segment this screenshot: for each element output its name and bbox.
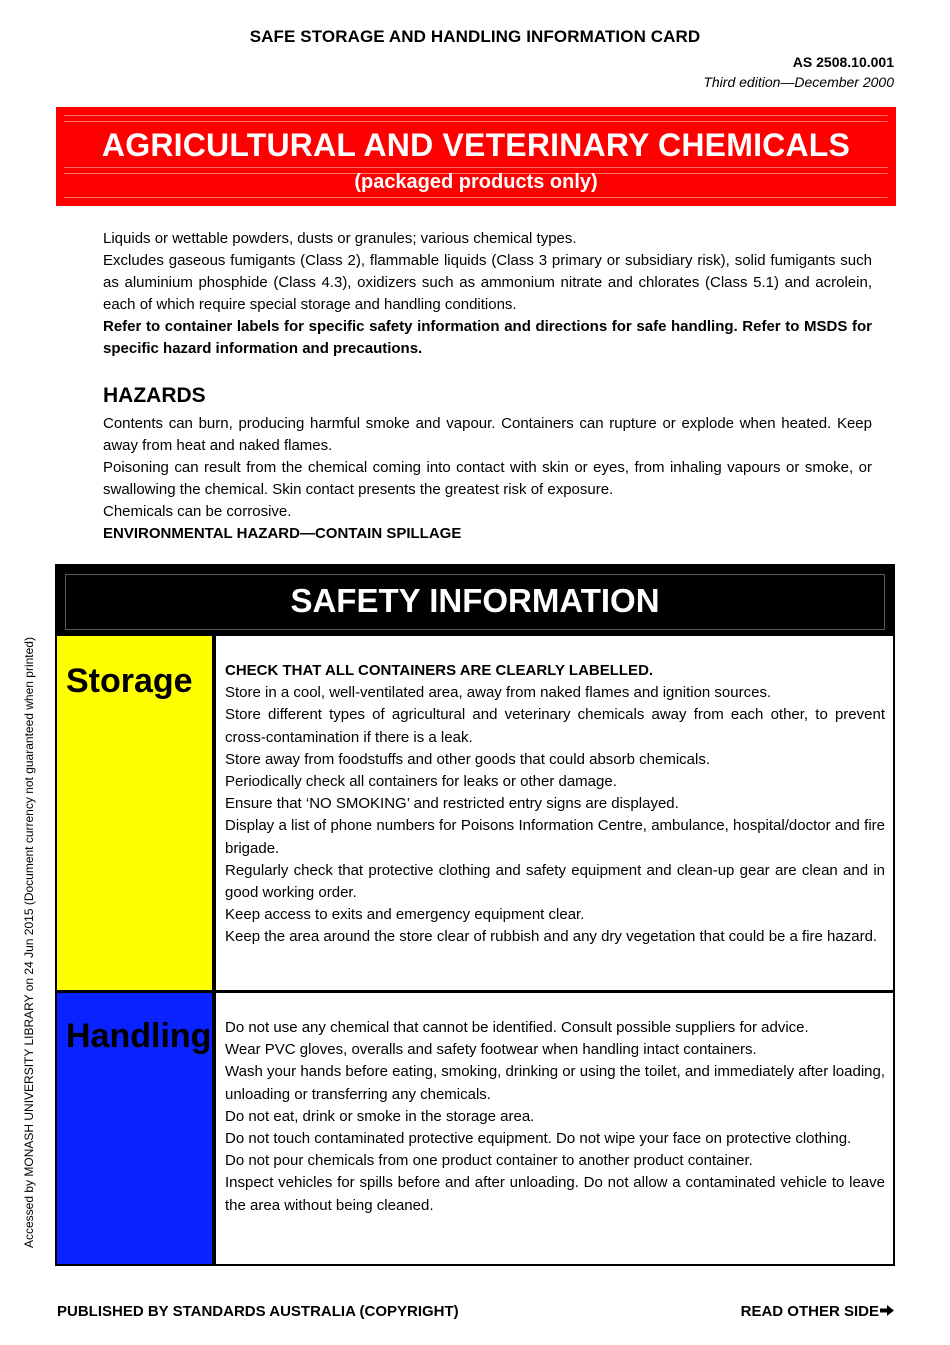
hazard-paragraph: Chemicals can be corrosive.	[103, 503, 292, 520]
handling-item: Inspect vehicles for spills before and after unloading. Do not allow a contaminated vehicle to leave the area without being cleaned.	[225, 1174, 885, 1214]
handling-label-cell	[57, 993, 215, 1264]
handling-label: Handling	[66, 1017, 212, 1055]
handling-item: Wash your hands before eating, smoking, drinking or using the toilet, and immediately after loading, unloading or transferring any chemicals.	[225, 1063, 885, 1103]
handling-item: Do not touch contaminated protective equipment. Do not wipe your face on protective clothing.	[225, 1130, 852, 1148]
storage-item: Keep access to exits and emergency equipment clear.	[225, 906, 585, 924]
hazards-heading: HAZARDS	[103, 384, 206, 407]
handling-item: Wear PVC gloves, overalls and safety footwear when handling intact containers.	[225, 1041, 757, 1059]
handling-content	[215, 993, 893, 1264]
intro-section	[103, 228, 872, 360]
storage-content	[215, 636, 893, 990]
hazard-paragraph: Poisoning can result from the chemical coming into contact with skin or eyes, from inhaling vapours or smoke, or swallowing the chemical. Skin contact presents the greatest risk of exposure.	[103, 459, 872, 498]
storage-item: Display a list of phone numbers for Poisons Information Centre, ambulance, hospital/doctor and fire brigade.	[225, 817, 885, 857]
safety-heading: SAFETY INFORMATION	[290, 582, 660, 619]
storage-item: Ensure that ‘NO SMOKING’ and restricted entry signs are displayed.	[225, 795, 679, 813]
banner-title: AGRICULTURAL AND VETERINARY CHEMICALS	[101, 127, 851, 163]
intro-paragraph: Liquids or wettable powders, dusts or granules; various chemical types.	[103, 230, 577, 247]
access-watermark: Accessed by MONASH UNIVERSITY LIBRARY on 24 Jun 2015 (Document currency not guaranteed when printed)	[22, 637, 36, 1248]
handling-row	[57, 993, 893, 1264]
storage-item: Regularly check that protective clothing and safety equipment and clean-up gear are clean and in good working order.	[225, 861, 885, 902]
read-other-side	[741, 1303, 894, 1320]
arrow-right-icon	[880, 1303, 894, 1320]
hazard-paragraph: Contents can burn, producing harmful smoke and vapour. Containers can rupture or explode when heated. Keep away from heat and naked flames.	[103, 415, 872, 454]
hazards-section	[103, 413, 872, 545]
banner-subtitle: (packaged products only)	[354, 171, 598, 193]
intro-paragraph: Excludes gaseous fumigants (Class 2), flammable liquids (Class 3 primary or subsidiary risk), solid fumigants such as aluminium phosphide (Class 4.3), oxidizers such as ammonium nitrate and chlorates (Class 5.1) and acrolein, each of which require special storage and handling conditions.	[103, 252, 872, 313]
handling-item: Do not use any chemical that cannot be identified. Consult possible suppliers for advice.	[225, 1019, 809, 1036]
intro-bold-note: Refer to container labels for specific safety information and directions for safe handling. Refer to MSDS for specific hazard information and precautions.	[103, 318, 872, 357]
safety-header	[57, 566, 893, 636]
storage-heading: CHECK THAT ALL CONTAINERS ARE CLEARLY LABELLED.	[225, 662, 654, 679]
storage-row	[57, 636, 893, 993]
publisher-footer: PUBLISHED BY STANDARDS AUSTRALIA (COPYRIGHT)	[57, 1303, 459, 1320]
safety-information-box	[55, 564, 895, 1266]
storage-item: Store away from foodstuffs and other goods that could absorb chemicals.	[225, 750, 710, 768]
environmental-warning: ENVIRONMENTAL HAZARD—CONTAIN SPILLAGE	[103, 525, 462, 542]
read-other-side-label: READ OTHER SIDE	[740, 1303, 879, 1320]
category-banner	[56, 107, 896, 206]
storage-label: Storage	[66, 662, 193, 700]
storage-item: Keep the area around the store clear of rubbish and any dry vegetation that could be a fire hazard.	[225, 928, 878, 946]
storage-item: Store in a cool, well-ventilated area, away from naked flames and ignition sources.	[225, 684, 772, 702]
handling-item: Do not eat, drink or smoke in the storage area.	[225, 1107, 535, 1125]
storage-item: Periodically check all containers for leaks or other damage.	[225, 773, 617, 791]
handling-item: Do not pour chemicals from one product container to another product container.	[225, 1152, 753, 1170]
card-title: SAFE STORAGE AND HANDLING INFORMATION CARD	[249, 27, 701, 46]
standard-number: AS 2508.10.001	[792, 54, 894, 70]
storage-label-cell	[57, 636, 215, 990]
edition-date: Third edition—December 2000	[703, 74, 894, 90]
storage-item: Store different types of agricultural and veterinary chemicals away from each other, to prevent cross-contamination if there is a leak.	[225, 706, 885, 746]
